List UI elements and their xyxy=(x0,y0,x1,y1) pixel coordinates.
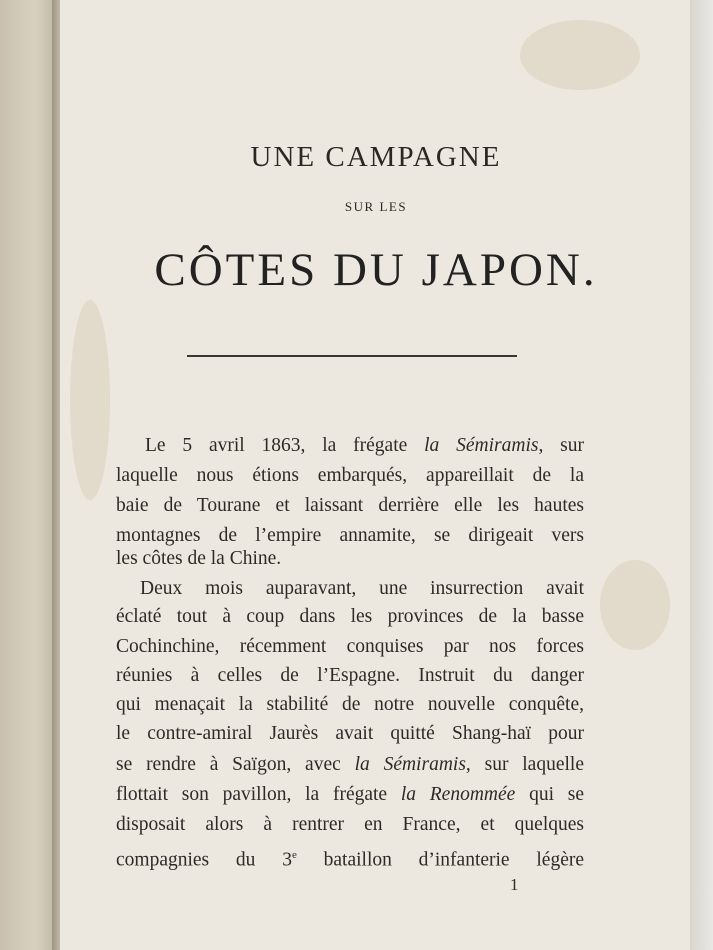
body-line-1: Le 5 avril 1863, la frégate la Sémiramis, sur xyxy=(145,435,585,456)
body-line-4: montagnes de l’empire annamite, se dirigeait vers xyxy=(116,525,584,546)
body-line-11: le contre-amiral Jaurès avait quitté Shang-haï pour xyxy=(116,723,584,744)
title-rule xyxy=(187,355,517,357)
right-background xyxy=(690,0,713,950)
body-line-14: disposait alors à rentrer en France, et quelques xyxy=(116,814,584,835)
body-line-7: éclaté tout à coup dans les provinces de la basse xyxy=(116,606,584,627)
body-line-10: qui menaçait la stabilité de notre nouvelle conquête, xyxy=(116,694,584,715)
body-line-8: Cochinchine, récemment conquises par nos forces xyxy=(116,636,584,657)
body-line-12: se rendre à Saïgon, avec la Sémiramis, sur laquelle xyxy=(116,754,584,775)
body-line-9: réunies à celles de l’Espagne. Instruit du danger xyxy=(116,665,584,686)
title-line-1: UNE CAMPAGNE xyxy=(250,141,502,173)
left-page-edge xyxy=(0,0,58,950)
body-line-3: baie de Tourane et laissant derrière elle les hautes xyxy=(116,495,584,516)
body-line-6: Deux mois auparavant, une insurrection avait xyxy=(140,578,584,599)
title-line-3: CÔTES DU JAPON. xyxy=(154,244,598,296)
title-line-2: SUR LES xyxy=(344,199,408,214)
body-line-13: flottait son pavillon, la frégate la Renommée qui se xyxy=(116,784,584,805)
body-line-2: laquelle nous étions embarqués, appareillait de la xyxy=(116,465,584,486)
body-line-15: compagnies du 3e bataillon d’infanterie légère xyxy=(116,849,584,871)
page-number: 1 xyxy=(510,875,519,894)
body-line-5: les côtes de la Chine. xyxy=(116,548,282,569)
